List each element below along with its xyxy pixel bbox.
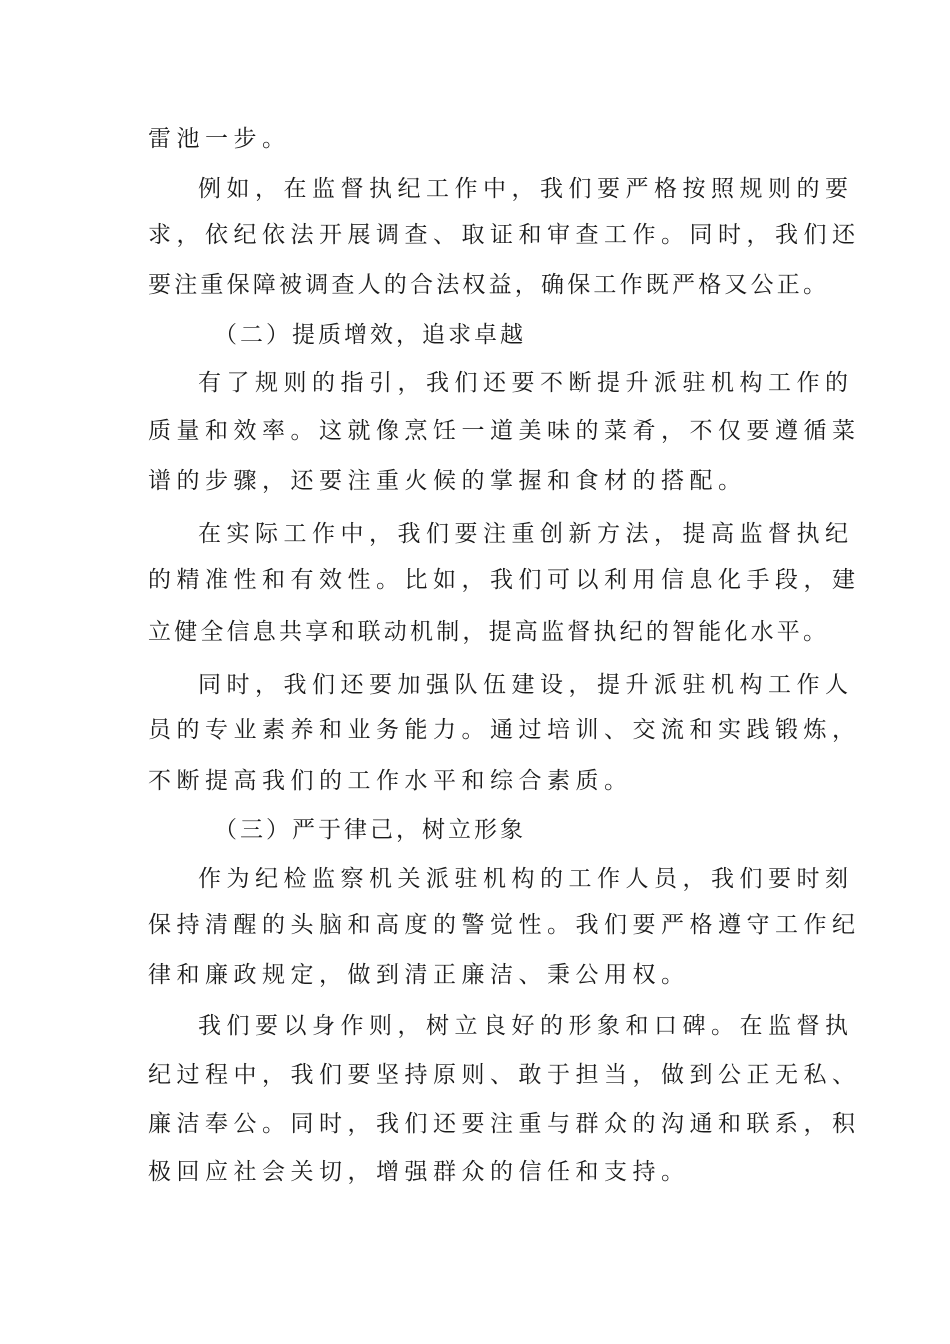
text-line: 立健全信息共享和联动机制，提高监督执纪的智能化水平。 [148,619,830,645]
text-line: 有了规则的指引，我们还要不断提升派驻机构工作的 [198,370,854,396]
text-line: 不断提高我们的工作水平和综合素质。 [148,768,633,794]
text-line: 在实际工作中，我们要注重创新方法，提高监督执纪 [198,521,854,547]
text-line: 律和廉政规定，做到清正廉洁、秉公用权。 [148,962,690,988]
text-line: 纪过程中，我们要坚持原则、敢于担当，做到公正无私、 [148,1062,861,1088]
section-heading: （二）提质增效，追求卓越 [214,322,526,348]
text-line: 谱的步骤，还要注重火候的掌握和食材的搭配。 [148,468,747,494]
text-line: 雷池一步。 [148,126,291,152]
text-line: 保持清醒的头脑和高度的警觉性。我们要严格遵守工作纪 [148,912,861,938]
text-line: 作为纪检监察机关派驻机构的工作人员，我们要时刻 [198,866,854,892]
text-line: 的精准性和有效性。比如，我们可以利用信息化手段，建 [148,567,861,593]
text-line: 质量和效率。这就像烹饪一道美味的菜肴，不仅要遵循菜 [148,418,861,444]
text-line: 求，依纪依法开展调查、取证和审查工作。同时，我们还 [148,222,861,248]
text-line: 要注重保障被调查人的合法权益，确保工作既严格又公正。 [148,272,830,298]
text-line: 极回应社会关切，增强群众的信任和支持。 [148,1159,690,1185]
text-line: 同时，我们还要加强队伍建设，提升派驻机构工作人 [198,672,854,698]
section-heading: （三）严于律己，树立形象 [214,817,526,843]
text-line: 廉洁奉公。同时，我们还要注重与群众的沟通和联系，积 [148,1111,861,1137]
text-line: 例如，在监督执纪工作中，我们要严格按照规则的要 [198,176,854,202]
text-line: 我们要以身作则，树立良好的形象和口碑。在监督执 [198,1013,854,1039]
text-line: 员的专业素养和业务能力。通过培训、交流和实践锻炼， [148,717,861,743]
